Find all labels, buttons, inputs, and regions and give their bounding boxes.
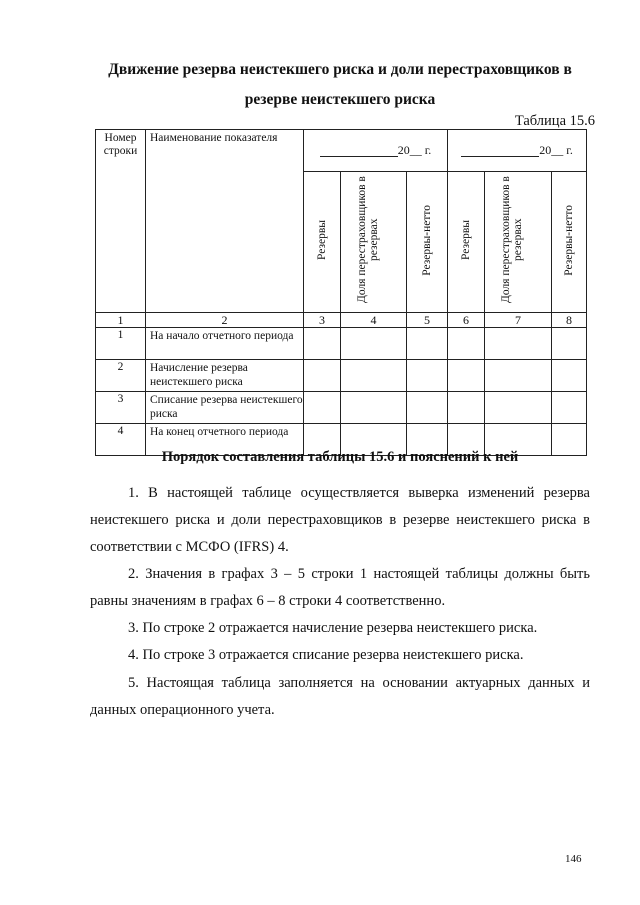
header-reinsurer-share-1: Доля перестраховщиков в резервах — [341, 172, 407, 313]
paragraph-4: 4. По строке 3 отражается списание резерва неистекшего риска. — [128, 646, 524, 663]
column-number: 2 — [146, 313, 304, 328]
header-reserves-1: Резервы — [304, 172, 341, 313]
empty-cell — [485, 328, 552, 360]
header-indicator-name: Наименование показателя — [146, 130, 304, 313]
empty-cell — [448, 360, 485, 392]
column-number: 3 — [304, 313, 341, 328]
empty-cell — [552, 392, 587, 424]
period-2-label: 20__ г. — [539, 143, 573, 157]
header-period-2 — [448, 130, 587, 172]
page-number: 146 — [565, 853, 582, 865]
section-heading: Порядок составления таблицы 15.6 и пояснений к ней — [161, 449, 519, 465]
header-row-number: Номер строки — [96, 130, 146, 313]
empty-cell — [407, 360, 448, 392]
empty-cell — [448, 392, 485, 424]
reserve-movement-table — [95, 129, 587, 456]
empty-cell — [341, 360, 407, 392]
empty-cell — [341, 392, 407, 424]
column-number: 6 — [448, 313, 485, 328]
header-period-1 — [304, 130, 448, 172]
row-number: 1 — [96, 328, 146, 360]
header-net-reserves-2: Резервы-нетто — [552, 172, 587, 313]
row-number: 4 — [96, 424, 146, 456]
empty-cell — [304, 360, 341, 392]
table-row — [96, 360, 587, 392]
column-number: 5 — [407, 313, 448, 328]
document-title-line2: резерве неистекшего риска — [244, 91, 436, 108]
period-blank-line — [461, 145, 539, 157]
empty-cell — [407, 392, 448, 424]
table-label: Таблица 15.6 — [514, 113, 595, 129]
empty-cell — [407, 328, 448, 360]
table-row — [96, 392, 587, 424]
row-name: Начисление резерва неистекшего риска — [146, 360, 304, 392]
row-number: 2 — [96, 360, 146, 392]
empty-cell — [304, 328, 341, 360]
header-reinsurer-share-2: Доля перестраховщиков в резервах — [485, 172, 552, 313]
period-1-label: 20__ г. — [397, 143, 432, 157]
empty-cell — [552, 328, 587, 360]
column-numbers-row — [96, 313, 587, 328]
empty-cell — [485, 360, 552, 392]
header-reserves-2: Резервы — [448, 172, 485, 313]
empty-cell — [341, 328, 407, 360]
paragraph-2: 2. Значения в графах 3 – 5 строки 1 настоящей таблицы должны быть равны значениям в графах 6 – 8 строки 4 соответственно. — [90, 565, 590, 609]
paragraph-3: 3. По строке 2 отражается начисление резерва неистекшего риска. — [128, 619, 538, 636]
column-number: 7 — [485, 313, 552, 328]
row-name: На начало отчетного периода — [146, 328, 304, 360]
row-number: 3 — [96, 392, 146, 424]
empty-cell — [552, 360, 587, 392]
paragraph-1: 1. В настоящей таблице осуществляется выверка изменений резерва неистекшего риска и доли перестраховщиков в резерве неистекшего риска в соответствии с МСФО (IFRS) 4. — [90, 484, 590, 555]
table-row — [96, 328, 587, 360]
column-number: 8 — [552, 313, 587, 328]
empty-cell — [304, 392, 341, 424]
column-number: 4 — [341, 313, 407, 328]
paragraph-5: 5. Настоящая таблица заполняется на основании актуарных данных и данных операционного учета. — [90, 674, 590, 718]
period-blank-line — [320, 145, 398, 157]
empty-cell — [448, 328, 485, 360]
row-name: На конец отчетного периода — [146, 424, 304, 456]
column-number: 1 — [96, 313, 146, 328]
header-net-reserves-1: Резервы-нетто — [407, 172, 448, 313]
empty-cell — [485, 392, 552, 424]
row-name: Списание резерва неистекшего риска — [146, 392, 304, 424]
document-title-line1: Движение резерва неистекшего риска и доли перестраховщиков в — [108, 61, 572, 78]
